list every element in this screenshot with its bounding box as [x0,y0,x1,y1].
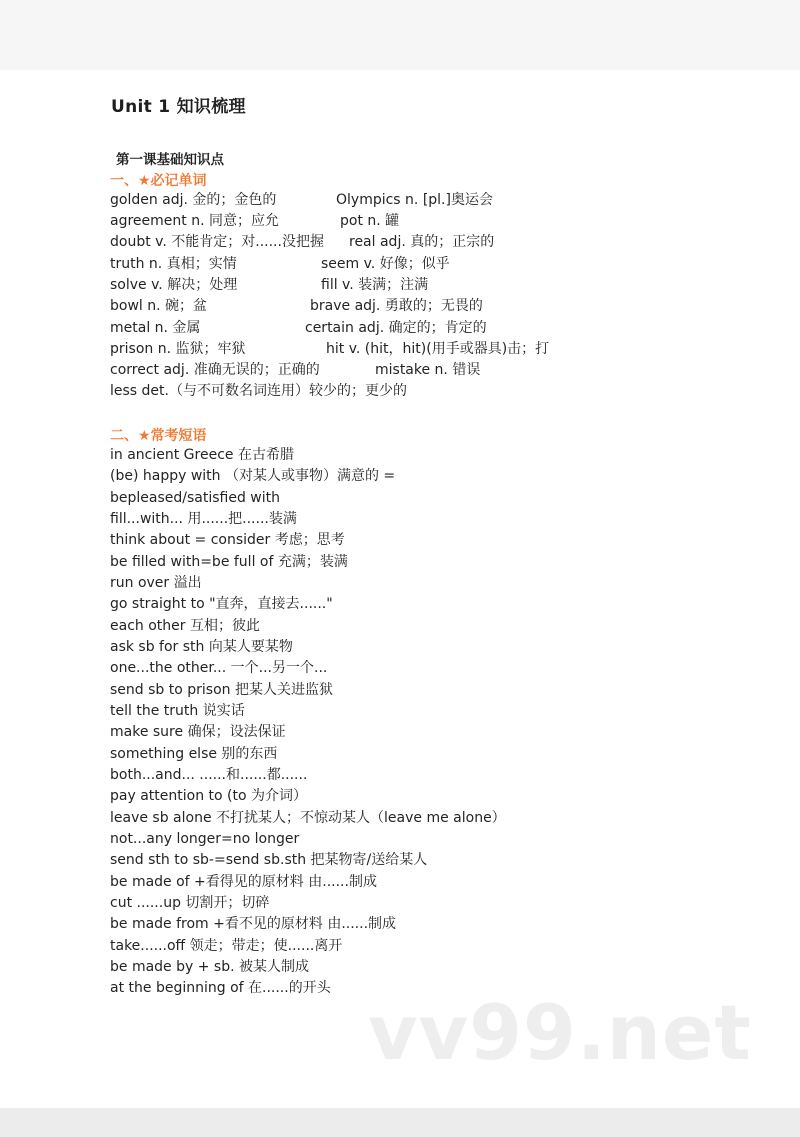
vocab-item: real adj. 真的；正宗的 [349,234,495,250]
phrase-item: something else 别的东西 [110,746,278,762]
phrase-item: both...and... ......和......都...... [110,767,308,783]
vocab-item: less det.（与不可数名词连用）较少的；更少的 [110,383,407,399]
vocab-item: mistake n. 错误 [375,362,481,378]
phrase-item: think about = consider 考虑；思考 [110,532,345,548]
vocab-item: Olympics n. [pl.]奥运会 [336,192,493,208]
vocab-item: brave adj. 勇敢的；无畏的 [310,298,483,314]
vocab-item: metal n. 金属 [110,320,201,336]
phrase-item: not...any longer=no longer [110,831,300,847]
lesson-title: 第一课基础知识点 [116,152,224,168]
phrase-item: be made of +看得见的原材料 由......制成 [110,874,377,890]
phrase-item: make sure 确保；设法保证 [110,724,286,740]
phrase-item: (be) happy with （对某人或事物）满意的 = [110,468,396,484]
phrase-item: send sth to sb-=send sb.sth 把某物寄/送给某人 [110,852,428,868]
watermark: vv99.net [368,988,752,1077]
vocab-item: truth n. 真相；实情 [110,256,237,272]
phrase-item: cut ......up 切割开；切碎 [110,895,270,911]
vocab-item: prison n. 监狱；牢狱 [110,341,246,357]
phrase-item: run over 溢出 [110,575,202,591]
phrase-item: one...the other... 一个...另一个... [110,660,328,676]
page-bottom-margin [0,1108,800,1137]
vocab-item: correct adj. 准确无误的；正确的 [110,362,320,378]
vocab-item: solve v. 解决；处理 [110,277,238,293]
section-heading-vocab: 一、★必记单词 [110,173,207,189]
phrase-item: take......off 领走；带走；使......离开 [110,938,343,954]
vocab-item: golden adj. 金的；金色的 [110,192,277,208]
phrase-item: be filled with=be full of 充满；装满 [110,554,348,570]
vocab-item: bowl n. 碗；盆 [110,298,208,314]
vocab-item: pot n. 罐 [340,213,400,229]
phrase-item: each other 互相；彼此 [110,618,260,634]
phrase-item: send sb to prison 把某人关进监狱 [110,682,333,698]
vocab-item: certain adj. 确定的；肯定的 [305,320,487,336]
vocab-item: fill v. 装满；注满 [321,277,429,293]
vocab-item: seem v. 好像；似乎 [321,256,450,272]
phrase-item: leave sb alone 不打扰某人；不惊动某人（leave me alone） [110,810,506,826]
phrase-item: be made by + sb. 被某人制成 [110,959,310,975]
page-title: Unit 1 知识梳理 [111,97,246,117]
vocab-item: agreement n. 同意；应允 [110,213,279,229]
phrase-item: ask sb for sth 向某人要某物 [110,639,293,655]
phrase-item: bepleased/satisfied with [110,490,280,506]
phrase-item: fill...with... 用......把......装满 [110,511,297,527]
vocab-item: doubt v. 不能肯定；对......没把握 [110,234,324,250]
phrase-item: be made from +看不见的原材料 由......制成 [110,916,397,932]
phrase-item: tell the truth 说实话 [110,703,245,719]
phrase-item: at the beginning of 在......的开头 [110,980,331,996]
phrase-item: in ancient Greece 在古希腊 [110,447,294,463]
phrase-item: pay attention to (to 为介词） [110,788,307,804]
page-top-margin [0,0,800,70]
vocab-item: hit v. (hit，hit)(用手或器具)击；打 [326,341,550,357]
section-heading-phrases: 二、★常考短语 [110,428,207,444]
phrase-item: go straight to "直奔，直接去......" [110,596,333,612]
